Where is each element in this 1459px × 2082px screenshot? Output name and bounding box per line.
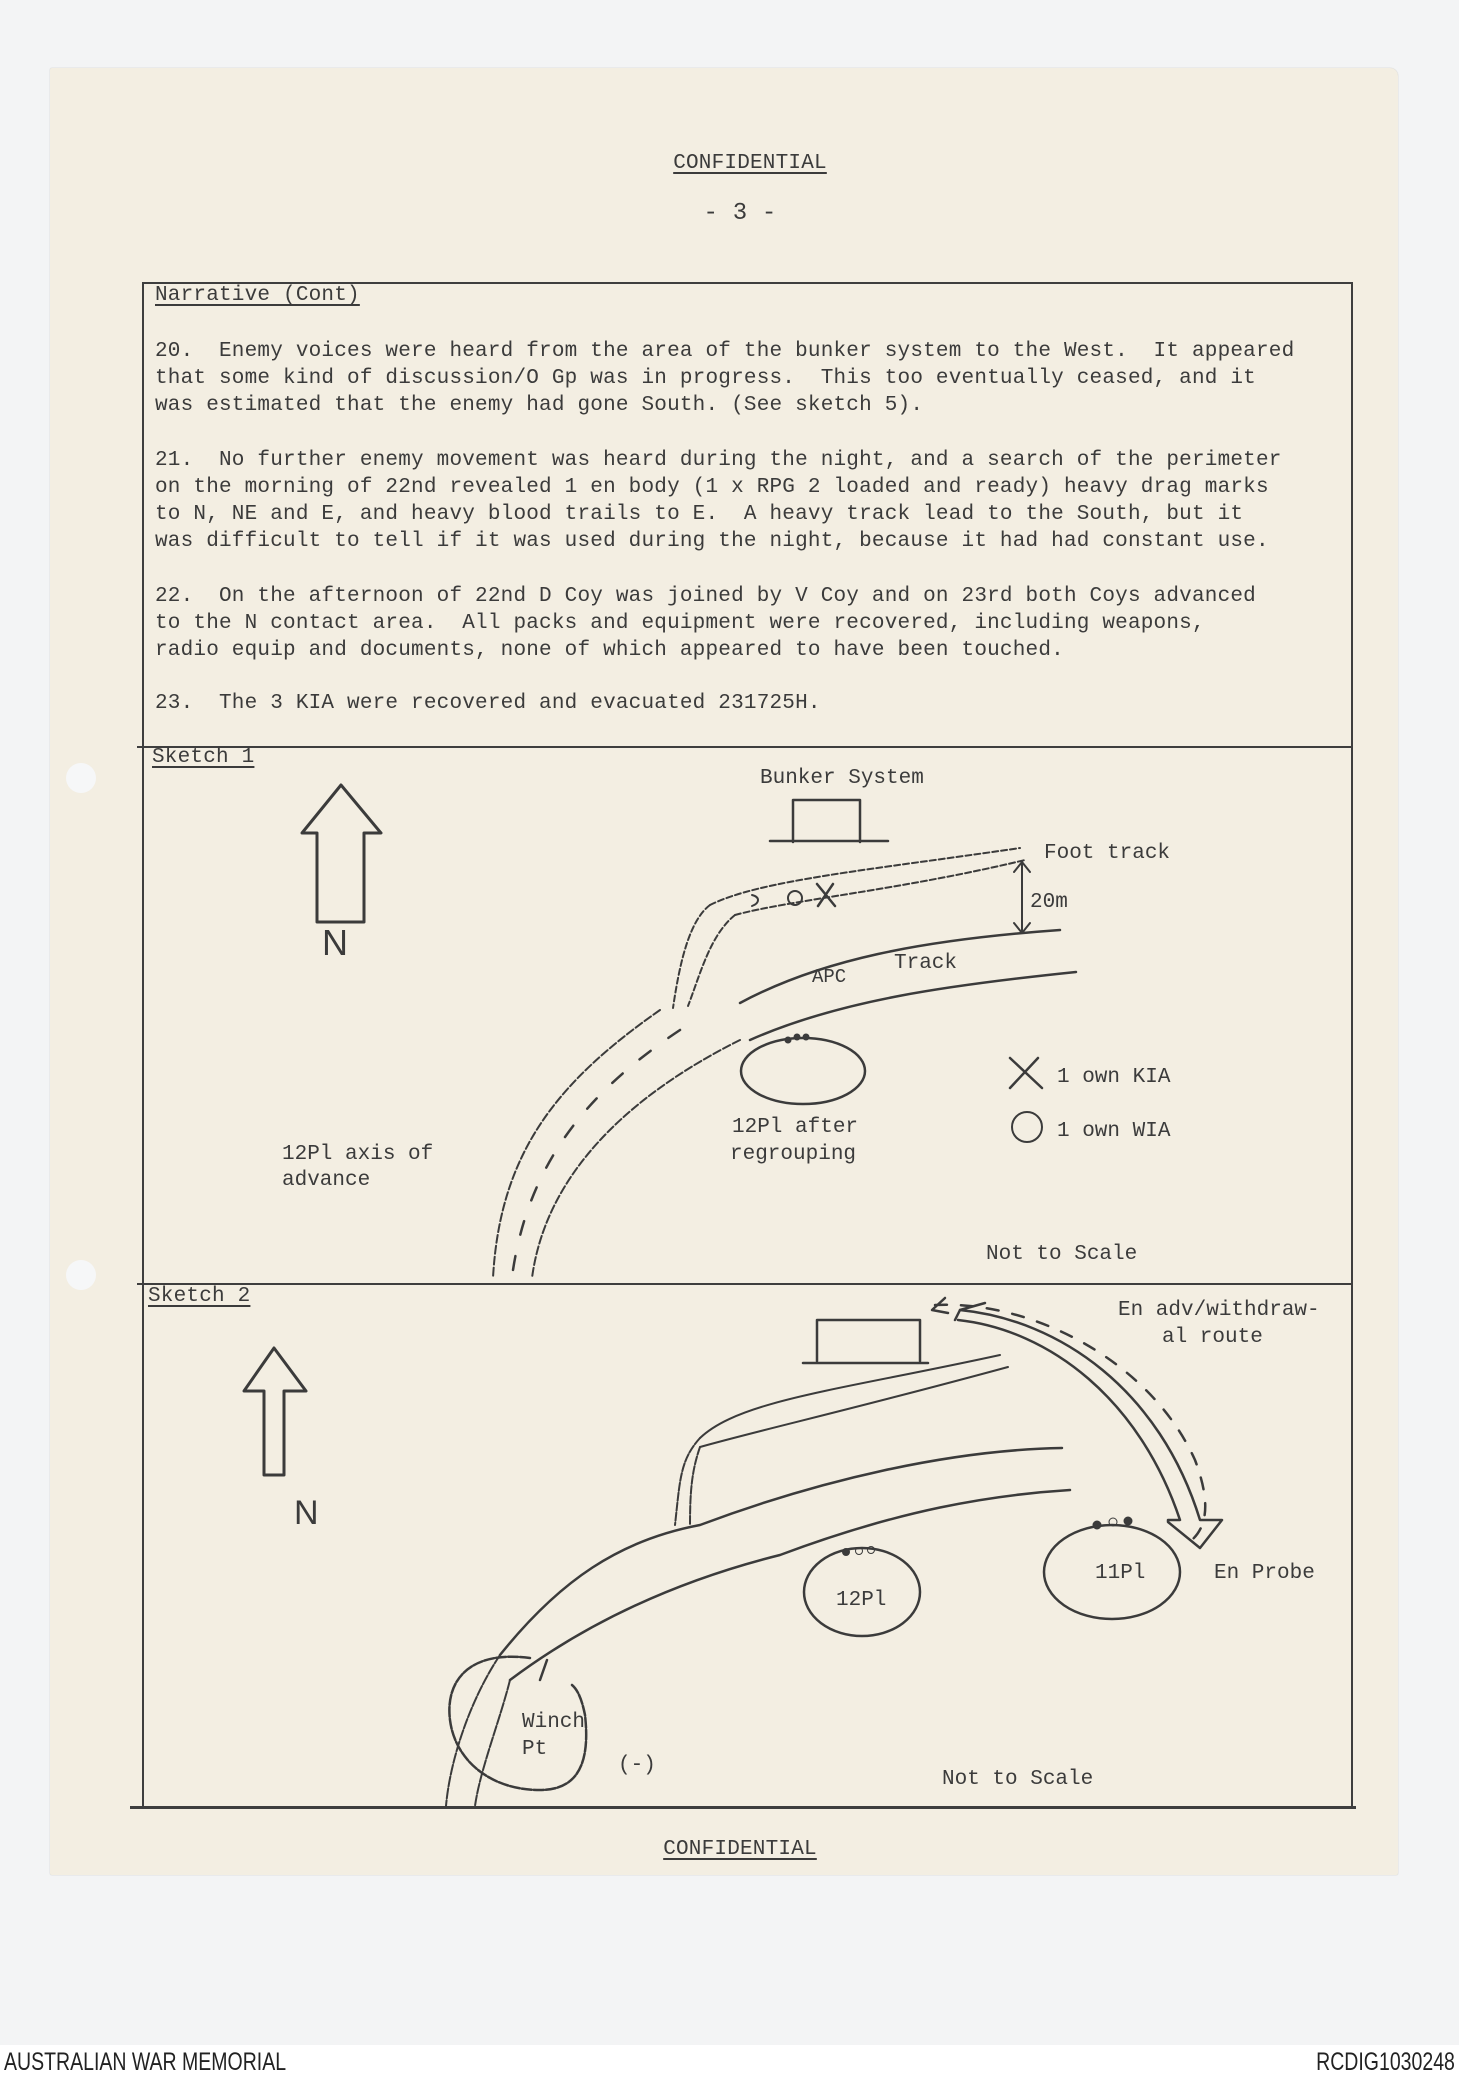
archive-name: AUSTRALIAN WAR MEMORIAL xyxy=(4,2048,287,2076)
paragraph-line: was difficult to tell if it was used during the night, because it had had constant use. xyxy=(155,530,1269,553)
apc-label: APC xyxy=(812,966,847,988)
page-number: - 3 - xyxy=(703,200,777,227)
axis-line xyxy=(475,1680,510,1806)
route-label: En adv/withdraw- xyxy=(1118,1299,1320,1322)
header-classification: CONFIDENTIAL xyxy=(673,152,827,175)
main-track-line xyxy=(510,1490,1070,1680)
sketch1-north-label: N xyxy=(322,922,348,963)
archive-footer xyxy=(0,2045,1459,2082)
track-spur xyxy=(690,1447,700,1525)
footer-classification: CONFIDENTIAL xyxy=(663,1838,817,1861)
track-line xyxy=(700,1355,1000,1438)
winch-label: Winch xyxy=(522,1711,586,1734)
paragraph-line: 21. No further enemy movement was heard during the night, and a search of the perimeter xyxy=(155,449,1282,472)
track-spur xyxy=(675,1438,700,1525)
axis-label: 12Pl axis of xyxy=(282,1143,434,1166)
paragraph-line: 23. The 3 KIA were recovered and evacuated 231725H. xyxy=(155,692,821,715)
platoon-label: regrouping xyxy=(730,1143,857,1166)
archive-id: RCDIG1030248 xyxy=(1316,2048,1455,2076)
platoon-12-label: 12Pl xyxy=(836,1589,887,1612)
winch-label: Pt xyxy=(522,1738,548,1761)
legend-wia-label: 1 own WIA xyxy=(1057,1120,1171,1143)
platoon-11-label: 11Pl xyxy=(1095,1562,1146,1585)
route-label: al route xyxy=(1162,1326,1263,1349)
paragraph-line: radio equip and documents, none of which appeared to have been touched. xyxy=(155,639,1064,662)
sketch2-heading: Sketch 2 xyxy=(148,1285,251,1308)
foot-track-label: Foot track xyxy=(1044,842,1171,865)
probe-label: En Probe xyxy=(1214,1562,1315,1585)
paragraph-line: that some kind of discussion/O Gp was in progress. This too eventually ceased, and it xyxy=(155,367,1256,390)
winch-suffix: (-) xyxy=(618,1754,656,1777)
track-label: Track xyxy=(894,952,958,975)
bunker-icon xyxy=(803,1320,928,1363)
bunker-label: Bunker System xyxy=(760,767,924,790)
axis-label: advance xyxy=(282,1169,371,1192)
main-track-line xyxy=(500,1448,1062,1655)
legend-kia-label: 1 own KIA xyxy=(1057,1066,1171,1089)
track-line xyxy=(700,1367,1008,1447)
narrative-heading: Narrative (Cont) xyxy=(155,284,360,307)
paragraph-line: to N, NE and E, and heavy blood trails to E. A heavy track lead to the South, but it xyxy=(155,503,1244,526)
platoon-label: 12Pl after xyxy=(732,1116,859,1139)
sketch1-scale-note: Not to Scale xyxy=(986,1243,1138,1266)
paragraph-line: on the morning of 22nd revealed 1 en body (1 x RPG 2 loaded and ready) heavy drag marks xyxy=(155,476,1269,499)
north-arrow-icon xyxy=(244,1348,306,1475)
paragraph-line: 22. On the afternoon of 22nd D Coy was joined by V Coy and on 23rd both Coys advanced xyxy=(155,585,1256,608)
paragraph-line: was estimated that the enemy had gone South. (See sketch 5). xyxy=(155,394,924,417)
axis-line xyxy=(446,1655,500,1806)
sketch1-heading: Sketch 1 xyxy=(152,746,255,769)
sketch2-scale-note: Not to Scale xyxy=(942,1768,1094,1791)
paragraph-line: to the N contact area. All packs and equipment were recovered, including weapons, xyxy=(155,612,1205,635)
distance-label: 20m xyxy=(1030,891,1068,914)
sketch2-north-label: N xyxy=(294,1494,319,1532)
paragraph-line: 20. Enemy voices were heard from the area of the bunker system to the West. It appeared xyxy=(155,340,1295,363)
